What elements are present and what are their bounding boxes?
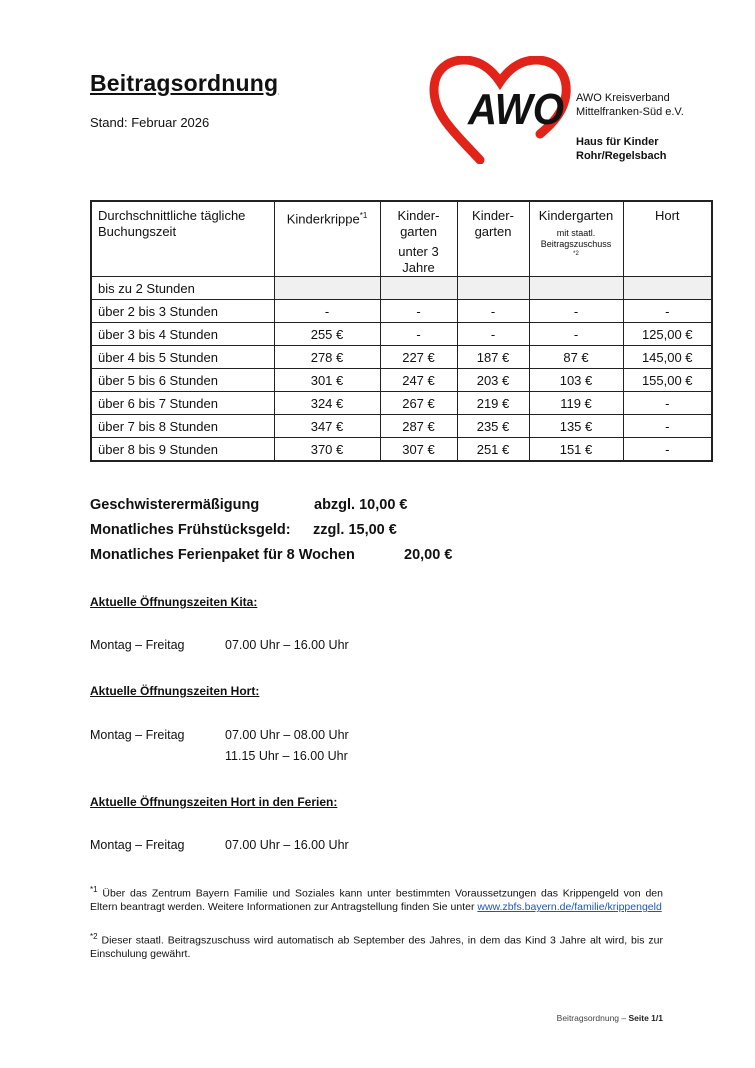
fee-cell [380,277,457,300]
row-label: über 3 bis 4 Stunden [91,323,274,346]
fee-cell: 324 € [274,392,380,415]
fee-cell: 151 € [529,438,623,462]
row-label: über 2 bis 3 Stunden [91,300,274,323]
row-label: über 6 bis 7 Stunden [91,392,274,415]
fee-cell: 87 € [529,346,623,369]
fee-cell: - [623,300,712,323]
fee-cell: - [623,415,712,438]
fee-cell: 347 € [274,415,380,438]
fee-cell: 251 € [457,438,529,462]
page-footer: Beitragsordnung – Seite 1/1 [556,1013,663,1023]
fee-cell: - [529,300,623,323]
fee-cell: 135 € [529,415,623,438]
ferien-hours-heading: Aktuelle Öffnungszeiten Hort in den Ferien: [90,795,338,809]
fee-table [90,200,713,462]
table-row [91,438,712,462]
stand-date: Stand: Februar 2026 [90,115,210,130]
footnote-1: $^{*1}$ Über das Zentrum Bayern Familie und Soziales kann unter bestimmten Voraussetzungen das Krippengeld von den Eltern beantragt werden. Weitere Informationen zur Antragstellung finden Sie unter www.zbfs.bayern.de/familie/krippengeld [90,885,663,913]
fee-cell: 227 € [380,346,457,369]
hort-hours-heading: Aktuelle Öffnungszeiten Hort: [90,684,260,698]
fee-cell: - [529,323,623,346]
fee-cell: 307 € [380,438,457,462]
document-page: Beitragsordnung Stand: Februar 2026 AWO AWO Kreisverband Mittelfranken-Süd e.V. Haus für Kinder Rohr/Regelsbach Durchschnittliche tägliche Buchungszeit Kinderkrippe$^{*1}$ Kinder- garten unter 3 Jahre Kinder- garten Kindergarten mit staatl. Beitragszuschuss *2 Hort bis zu 2 Stunden über 2 bis 3 Stunden - - - - - über 3 bis 4 Stunden 255 € - - - 125,00 € über 4 bis 5 Stunden 278 € 227 € 187 € 87 € 145,00 € über 5 bis 6 Stunden 301 € 247 € 203 € 103 € 155,00 € über 6 bis 7 Stunden 324 € 267 € 219 € 119 € - über 7 bis 8 Stunden 347 € 287 € 235 € 135 € - über 8 bis 9 Stunden 370 € 307 € 251 € 151 € - Geschwisterermäßigung abzgl. 10,00 € Monatliches Frühstücksgeld: zzgl. 15,00 € Monatliches Ferienpaket für 8 Wochen 20,00 € Aktuelle Öffnungszeiten Kita: Montag – Freitag 07.00 Uhr – 16.00 Uhr Aktuelle Öffnungszeiten Hort: Montag – Freitag 07.00 Uhr – 08.00 Uhr 11.15 Uhr – 16.00 Uhr Aktuelle Öffnungszeiten Hort in den Ferien: Montag – Freitag 07.00 Uhr – 16.00 Uhr $^{*1}$ Über das Zentrum Bayern Familie und Soziales kann unter bestimmten Voraussetzungen das Krippengeld von den Eltern beantragt werden. Weitere Informationen zur Antragstellung finden Sie unter www.zbfs.bayern.de/familie/krippengeld $^{*2}$ Dieser staatl. Beitragszuschuss wird automatisch ab September des Jahres, in dem das Kind 3 Jahre alt wird, bis zur Einschulung gewährt. Beitragsordnung – Seite 1/1 [0,0,755,1068]
fee-cell [623,277,712,300]
table-row [91,300,712,323]
fee-cell: 187 € [457,346,529,369]
table-row [91,415,712,438]
fee-cell: 103 € [529,369,623,392]
footnote-2: $^{*2}$ Dieser staatl. Beitragszuschuss wird automatisch ab September des Jahres, in dem das Kind 3 Jahre alt wird, bis zur Einschulung gewährt. [90,932,663,960]
fee-cell: - [623,392,712,415]
row-label: über 7 bis 8 Stunden [91,415,274,438]
table-row [91,369,712,392]
fee-cell: - [380,323,457,346]
fee-cell: 145,00 € [623,346,712,369]
hort-hours-row: Montag – Freitag 07.00 Uhr – 08.00 Uhr [90,728,349,742]
table-header-row [91,201,712,277]
page-title: Beitragsordnung [90,70,279,96]
fee-cell: 203 € [457,369,529,392]
fee-cell: 235 € [457,415,529,438]
fee-cell [529,277,623,300]
header-kindergarten: Kinder- garten [457,201,529,277]
fee-cell: 125,00 € [623,323,712,346]
table-row [91,392,712,415]
krippengeld-link[interactable]: www.zbfs.bayern.de/familie/krippengeld [477,901,662,913]
header-hort: Hort [623,201,712,277]
fee-cell: - [457,300,529,323]
header-kindergarten-zuschuss: Kindergarten mit staatl. Beitragszuschuss *2 [529,201,623,277]
fee-cell [457,277,529,300]
fee-cell: 370 € [274,438,380,462]
fee-cell: 119 € [529,392,623,415]
fee-cell: 287 € [380,415,457,438]
awo-logo [428,56,572,164]
row-label: über 5 bis 6 Stunden [91,369,274,392]
fee-cell: - [274,300,380,323]
fee-cell [274,277,380,300]
fee-cell: 255 € [274,323,380,346]
kita-hours-heading: Aktuelle Öffnungszeiten Kita: [90,595,258,609]
fee-cell: - [380,300,457,323]
fee-cell: - [623,438,712,462]
kita-hours-row: Montag – Freitag 07.00 Uhr – 16.00 Uhr [90,638,349,652]
table-row [91,323,712,346]
row-label: über 8 bis 9 Stunden [91,438,274,462]
fee-cell: 267 € [380,392,457,415]
fee-cell: 219 € [457,392,529,415]
fee-table-body [91,277,712,462]
table-row [91,277,712,300]
row-label: über 4 bis 5 Stunden [91,346,274,369]
fee-cell: 301 € [274,369,380,392]
header-kindergarten-u3: Kinder- garten unter 3 Jahre [380,201,457,277]
house-name: Haus für Kinder Rohr/Regelsbach [576,136,667,162]
row-label: bis zu 2 Stunden [91,277,274,300]
fee-cell: 278 € [274,346,380,369]
fee-cell: 247 € [380,369,457,392]
fee-cell: 155,00 € [623,369,712,392]
ferien-hours-row: Montag – Freitag 07.00 Uhr – 16.00 Uhr [90,838,349,852]
fee-cell: - [457,323,529,346]
svg-text:AWO: AWO [467,85,564,134]
table-row [91,346,712,369]
org-name: AWO Kreisverband Mittelfranken-Süd e.V. [576,92,684,118]
header-booking-time: Durchschnittliche tägliche Buchungszeit [91,201,274,277]
header-kinderkrippe: Kinderkrippe$^{*1}$ [274,201,380,277]
